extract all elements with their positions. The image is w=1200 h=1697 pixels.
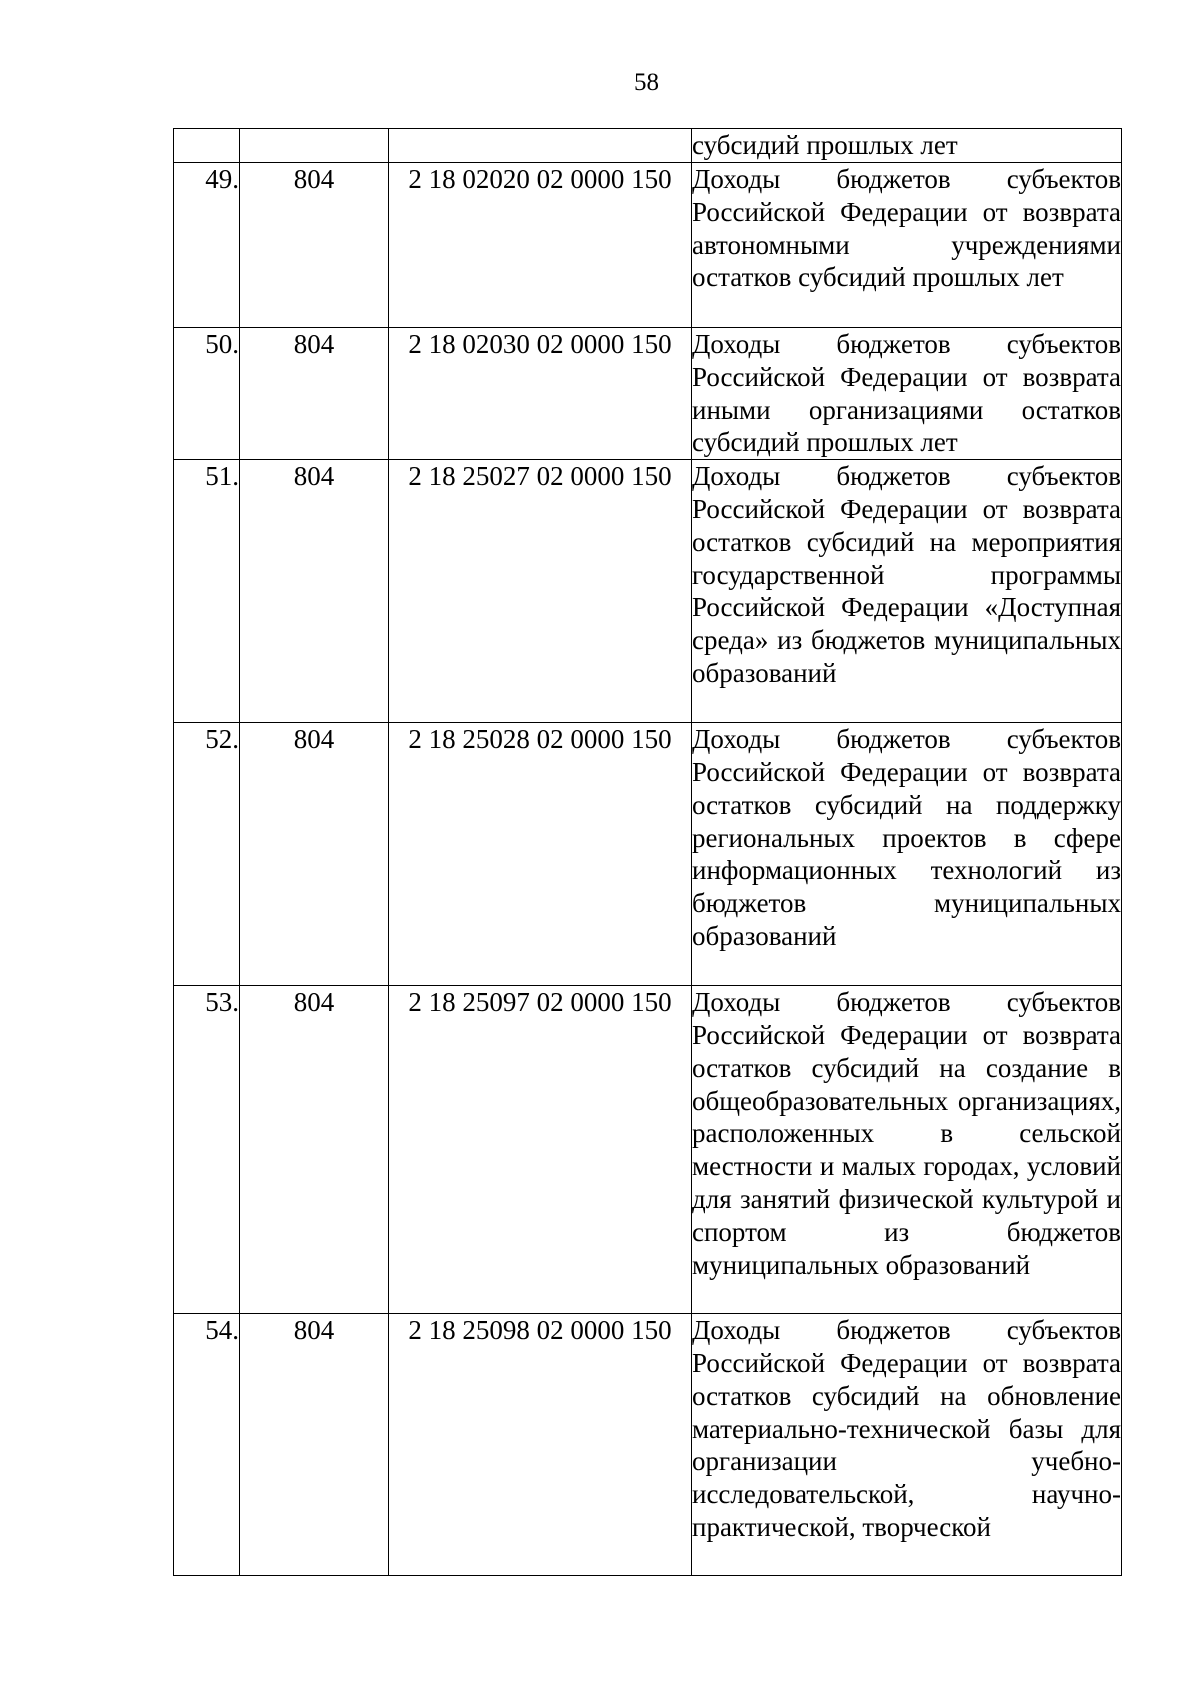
admin-code-cell: 804 bbox=[240, 328, 389, 460]
table-row bbox=[174, 163, 1122, 328]
table-row bbox=[174, 129, 1122, 163]
budget-code-cell: 2 18 02020 02 0000 150 bbox=[389, 163, 692, 328]
admin-code-cell: 804 bbox=[240, 986, 389, 1314]
budget-code-cell: 2 18 25028 02 0000 150 bbox=[389, 723, 692, 986]
table-row bbox=[174, 723, 1122, 986]
row-number-cell: 54. bbox=[174, 1314, 240, 1576]
row-number-cell: 53. bbox=[174, 986, 240, 1314]
admin-code-cell: 804 bbox=[240, 163, 389, 328]
budget-code-cell: 2 18 25027 02 0000 150 bbox=[389, 460, 692, 723]
row-number-cell: 49. bbox=[174, 163, 240, 328]
description-cell: Доходы бюджетов субъектов Российской Федерации от возврата остатков субсидий на создание в общеобразовательных организациях, расположенных в сельской местности и малых городах, условий для занятий физической культурой и спортом из бюджетов муниципальных образований bbox=[692, 986, 1122, 1314]
admin-code-cell: 804 bbox=[240, 460, 389, 723]
page-number: 58 bbox=[634, 69, 659, 96]
description-cell: Доходы бюджетов субъектов Российской Федерации от возврата автономными учреждениями остатков субсидий прошлых лет bbox=[692, 163, 1122, 328]
description-cell: Доходы бюджетов субъектов Российской Федерации от возврата остатков субсидий на поддержку региональных проектов в сфере информационных технологий из бюджетов муниципальных образований bbox=[692, 723, 1122, 986]
admin-code-cell: 804 bbox=[240, 1314, 389, 1576]
table-row bbox=[174, 986, 1122, 1314]
table-row bbox=[174, 1314, 1122, 1576]
row-number-cell: 51. bbox=[174, 460, 240, 723]
description-cell: субсидий прошлых лет bbox=[692, 129, 1122, 163]
admin-code-cell: 804 bbox=[240, 723, 389, 986]
budget-code-cell: 2 18 25097 02 0000 150 bbox=[389, 986, 692, 1314]
description-cell: Доходы бюджетов субъектов Российской Федерации от возврата иными организациями остатков субсидий прошлых лет bbox=[692, 328, 1122, 460]
row-number-cell: 50. bbox=[174, 328, 240, 460]
table-row bbox=[174, 328, 1122, 460]
row-number-cell: 52. bbox=[174, 723, 240, 986]
budget-code-cell: 2 18 25098 02 0000 150 bbox=[389, 1314, 692, 1576]
row-number-cell bbox=[174, 129, 240, 163]
admin-code-cell bbox=[240, 129, 389, 163]
description-cell: Доходы бюджетов субъектов Российской Федерации от возврата остатков субсидий на обновление материально-технической базы для организации учебно-исследовательской, научно-практической, творческой bbox=[692, 1314, 1122, 1576]
budget-code-cell: 2 18 02030 02 0000 150 bbox=[389, 328, 692, 460]
description-cell: Доходы бюджетов субъектов Российской Федерации от возврата остатков субсидий на мероприятия государственной программы Российской Федерации «Доступная среда» из бюджетов муниципальных образований bbox=[692, 460, 1122, 723]
table-row bbox=[174, 460, 1122, 723]
budget-classification-table bbox=[173, 128, 1122, 1576]
budget-code-cell bbox=[389, 129, 692, 163]
